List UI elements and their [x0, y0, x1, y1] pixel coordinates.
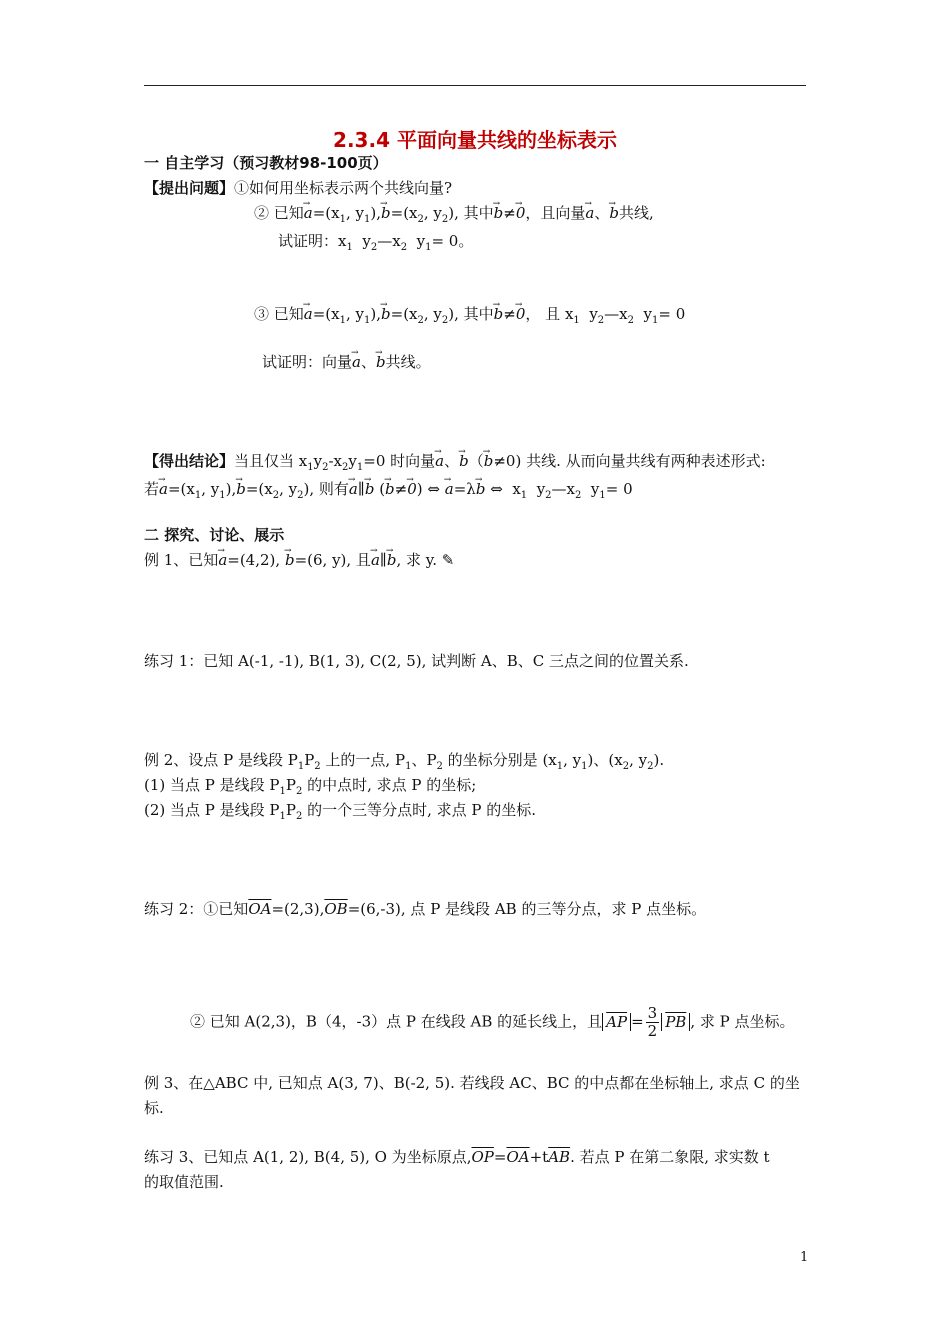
pr2-oa-val: =(2,3), — [271, 900, 325, 918]
ask-q1 — [144, 178, 452, 198]
parallel-symbol: ∥ — [357, 480, 365, 498]
q3-mid: ), — [370, 305, 382, 323]
q2-mid: ), — [370, 204, 382, 222]
conclusion-line2: 若→ $a=(x_1$, $y_1),\to b=(x_2$, $y_2$), 则有→ a∥→ b (→ b≠→ 0) ⇔ → a=λ→ b ⇔ $x_1$ $y_2—x_2$ $y_1= 0$ — [144, 479, 633, 506]
vector-b: → b — [494, 203, 504, 223]
q2-end: ，且向量 — [525, 204, 586, 222]
q3-sep: 、 — [360, 353, 376, 371]
handwriting-mark-icon: ✎ — [441, 551, 455, 569]
practice-1: 练习 1：已知 A(-1, -1), B(1, 3), C(2, 5), 试判断 A、B、C 三点之间的位置关系. — [144, 652, 689, 670]
q2-b: =(x — [390, 204, 418, 222]
example-2: 例 2、设点 P 是线段 $P_1P_2$ 上的一点, $P_1$、$P_2$ 的坐标分别是 ($x_1$, $y_1$)、($x_2$, $y_2$). — [144, 751, 665, 772]
vector-a: → a — [349, 479, 358, 499]
example-2-part2: (2) 当点 P 是线段 $P_1P_2$ 的一个三等分点时, 求点 P 的坐标. — [144, 801, 537, 822]
practice-3: 练习 3、已知点 A(1, 2), B(4, 5), O 为坐标原点$,\overline{OP}=\overline{OA}+t\overline{AB}$. 若点 P 在第二象限, 求实数 t — [144, 1148, 770, 1166]
header-rule — [144, 85, 806, 86]
frac-den: 2 — [647, 1022, 658, 1040]
vector-pb: $\overline{PB}$ — [665, 1012, 687, 1031]
q2-a: =(x — [312, 204, 340, 222]
vector-ap: $\overline{AP}$ — [606, 1012, 628, 1031]
c3: （ — [468, 452, 484, 470]
ex2-p2: (2) 当点 P 是线段 P — [144, 801, 280, 819]
ask-q3: ③ 已知→ $a=(x_1$, $y_1),\to b=(x_2$, $y_2$), 其中→ b≠→ 0， 且 $x_1$ $y_2—x_2$ $y_1= 0$ — [254, 304, 685, 331]
vector-b: → b — [484, 451, 494, 471]
vector-oa: $\overline{OA}$ — [248, 900, 272, 918]
q3-gong: 共线。 — [385, 353, 431, 371]
c1: 当且仅当 x — [234, 452, 308, 470]
vector-a: → a — [304, 203, 313, 223]
q2-gong: 共线, — [619, 204, 654, 222]
ex1-a: =(4,2), — [227, 551, 281, 569]
vector-b: → b — [236, 479, 246, 499]
pr3-mid: +t — [529, 1148, 549, 1166]
example-3: 例 3、在△ABC 中, 已知点 A(3, 7)、B(-2, 5). 若线段 AC、BC 的中点都在坐标轴上, 求点 C 的坐 — [144, 1074, 800, 1092]
pr2-1: 练习 2：①已知 — [144, 900, 249, 918]
q3-prove: 试证明：向量 — [262, 353, 353, 371]
example-3-cont: 标. — [144, 1099, 164, 1117]
ex1-end: , 求 y. — [396, 551, 437, 569]
vector-op: $\overline{OP}$ — [471, 1148, 494, 1166]
zero-vector: → 0 — [516, 304, 526, 324]
vector-b: → b — [385, 479, 395, 499]
q3-ne: ≠ — [503, 305, 516, 323]
vector-b: → b — [376, 352, 386, 372]
ask-q3-prove — [262, 352, 431, 372]
ask-q2: ② 已知→ $a=(x_1$, $y_1),\to b=(x_2$, $y_2$), 其中→ b≠→ 0，且向量→ a、→ b共线, — [254, 203, 654, 230]
c4: ≠0) 共线. 从而向量共线有两种表述形式: — [493, 452, 766, 470]
vector-b: → b — [381, 304, 391, 324]
c2: =0 时向量 — [363, 452, 436, 470]
pr3-pre: 练习 3、已知点 A(1, 2), B(4, 5), O 为坐标原点, — [144, 1148, 472, 1166]
vector-oa: $\overline{OA}$ — [506, 1148, 530, 1166]
vector-a: → a — [445, 479, 454, 499]
q2-ne: ≠ — [503, 204, 516, 222]
vector-b: → b — [609, 203, 619, 223]
vector-a: → a — [304, 304, 313, 324]
practice-2-part2: ② 已知 A(2,3)，B（4，-3）点 P 在线段 AB 的延长线上，且 $\overline{AP}$ = $\frac{3}{2}$ $\overline{PB}$ , 求 P 点坐标。 — [190, 1004, 795, 1040]
q3-a: =(x — [312, 305, 340, 323]
q3-and: ， 且 x — [525, 305, 574, 323]
vector-b: → b — [387, 550, 397, 570]
ex2-p1: (1) 当点 P 是线段 P — [144, 776, 280, 794]
ex1-b: =(6, y), 且 — [294, 551, 371, 569]
vector-a: → a — [352, 352, 361, 372]
fraction — [646, 1005, 660, 1040]
page-title: 2.3.4 平面向量共线的坐标表示 — [333, 128, 617, 152]
vector-a: → a — [159, 479, 168, 499]
ex2-p2b: 的一个三等分点时, 求点 P 的坐标. — [302, 801, 537, 819]
vector-b: → b — [494, 304, 504, 324]
ex2-2: 上的一点, P — [320, 751, 406, 769]
abs-ap — [602, 1013, 631, 1031]
iff-symbol: ⇔ — [490, 480, 503, 498]
pr2-2-end: , 求 P 点坐标。 — [690, 1012, 795, 1031]
c-sep: 、 — [444, 452, 460, 470]
conclusion-label: 【得出结论】 — [144, 452, 235, 470]
c-ne: ≠ — [394, 480, 408, 498]
c5: 若 — [144, 480, 160, 498]
vector-a: → a — [371, 550, 380, 570]
abs-pb — [661, 1013, 690, 1031]
conclusion-line1: 【得出结论】当且仅当 $x_1y_2-x_2y_1=0$ 时向量→ a、→ b（→ b≠0) 共线. 从而向量共线有两种表述形式: — [144, 451, 766, 478]
ex1-pre: 例 1、已知 — [144, 551, 219, 569]
vector-a: → a — [435, 451, 444, 471]
frac-num: 3 — [647, 1004, 658, 1022]
q2-tail: ), 其中 — [448, 204, 494, 222]
vector-b: → b — [476, 479, 486, 499]
lambda-symbol: λ — [466, 480, 476, 498]
ask-q1-text: ①如何用坐标表示两个共线向量? — [234, 179, 453, 197]
q2-pre: ② 已知 — [254, 204, 304, 222]
ask-q2-prove: 试证明：$x_1$ $y_2—x_2$ $y_1= 0$。 — [278, 232, 474, 253]
vector-ob: $\overline{OB}$ — [324, 900, 348, 918]
zero-vector: → 0 — [407, 479, 417, 499]
ex2-1: 例 2、设点 P 是线段 P — [144, 751, 298, 769]
q2-sep: 、 — [594, 204, 610, 222]
vector-ab: $\overline{AB}$ — [548, 1148, 571, 1166]
vector-b: → b — [381, 203, 391, 223]
iff-symbol: ⇔ — [427, 480, 440, 498]
c6: =(x — [167, 480, 195, 498]
practice-2-part1 — [144, 899, 706, 919]
q3-pre: ③ 已知 — [254, 305, 304, 323]
q2-prove: 试证明：x — [278, 232, 347, 250]
example-2-part1: (1) 当点 P 是线段 $P_1P_2$ 的中点时, 求点 P 的坐标; — [144, 776, 477, 797]
vector-a: → a — [585, 203, 594, 223]
section-self-study: 一 自主学习（预习教材98-100页） — [144, 154, 388, 172]
example-1 — [144, 550, 454, 570]
q3-b: =(x — [390, 305, 418, 323]
q3-tail: ), 其中 — [448, 305, 494, 323]
c8: =(x — [245, 480, 273, 498]
c7: ), — [225, 480, 237, 498]
pr2-ob-val: =(6,-3), 点 P 是线段 AB 的三等分点，求 P 点坐标。 — [347, 900, 707, 918]
ask-label: 【提出问题】 — [144, 179, 235, 197]
vector-b: → b — [365, 479, 375, 499]
page-number: 1 — [800, 1250, 809, 1265]
vector-b: → b — [459, 451, 469, 471]
vector-a: → a — [218, 550, 227, 570]
ex2-p1b: 的中点时, 求点 P 的坐标; — [302, 776, 477, 794]
section-explore: 二 探究、讨论、展示 — [144, 526, 285, 544]
zero-vector: → 0 — [516, 203, 526, 223]
pr3-end: . 若点 P 在第二象限, 求实数 t — [570, 1148, 770, 1166]
vector-b: → b — [285, 550, 295, 570]
c9: , 则有 — [309, 480, 349, 498]
practice-3-cont: 的取值范围. — [144, 1173, 224, 1191]
pr2-2-pre: ② 已知 A(2,3)，B（4，-3）点 P 在线段 AB 的延长线上，且 — [190, 1012, 603, 1031]
ex2-3: 的坐标分别是 (x — [442, 751, 557, 769]
parallel-symbol: ∥ — [379, 551, 387, 569]
